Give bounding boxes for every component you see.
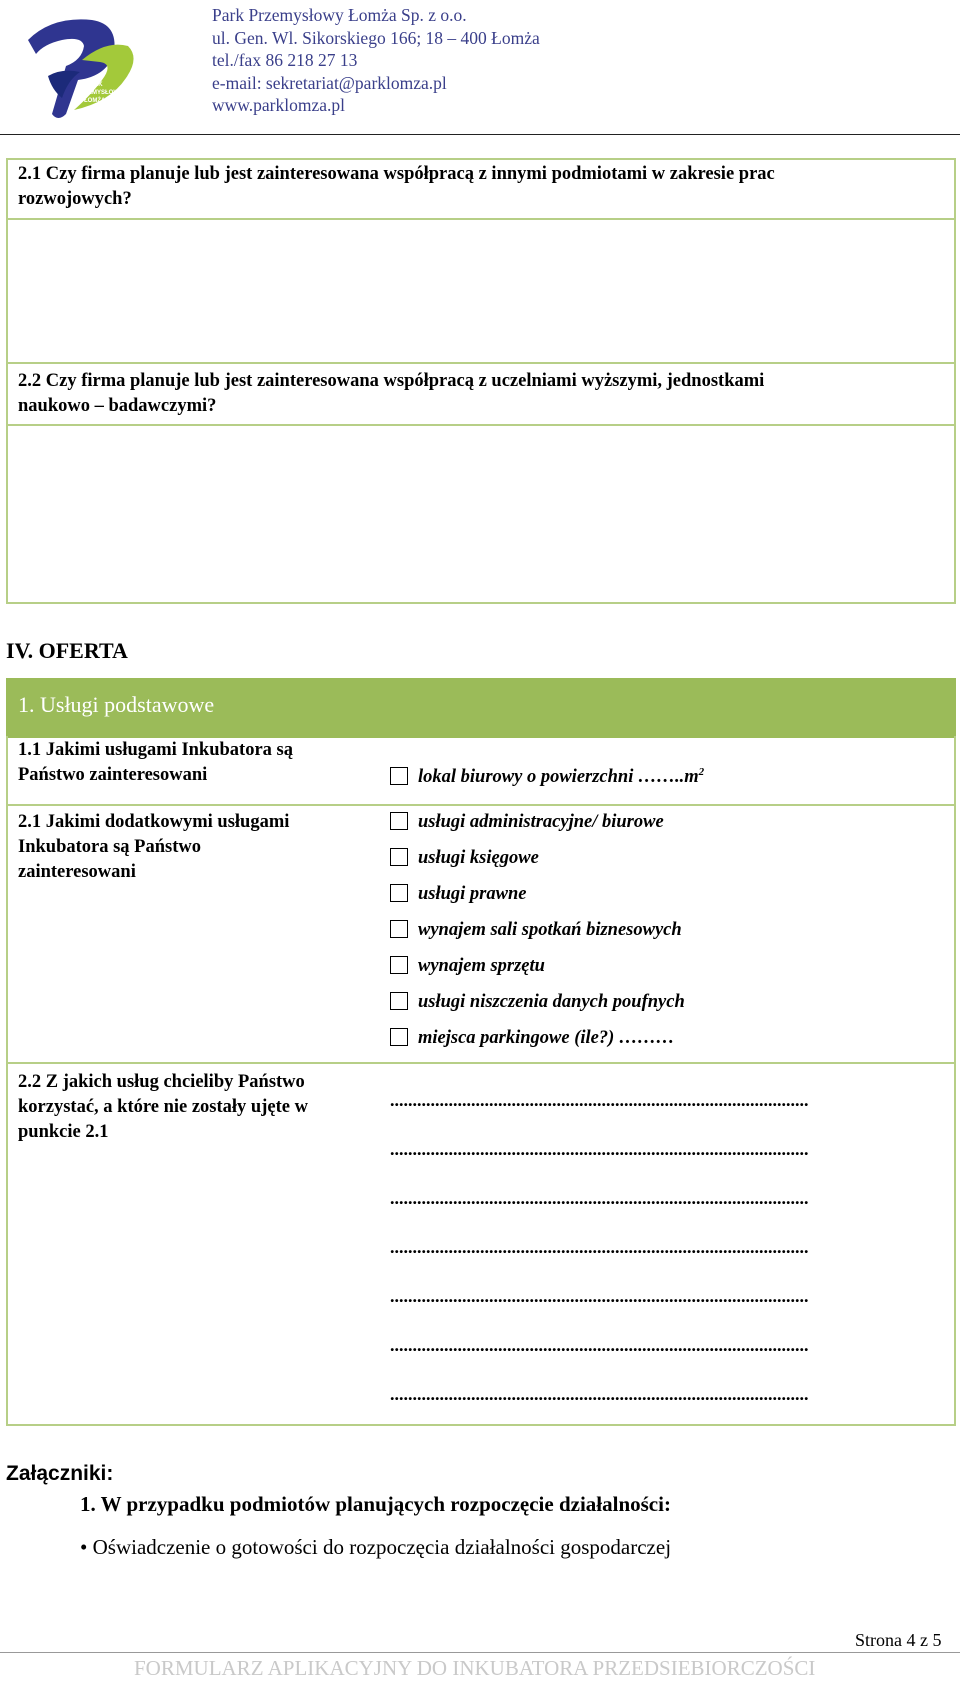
checkbox-meeting-room[interactable] [390,920,408,938]
checkbox-legal[interactable] [390,884,408,902]
question-1-1-text-cont: Państwo zainteresowani [18,765,208,785]
dotted-line[interactable]: ............................................................................................. [390,1090,809,1110]
dotted-line[interactable]: ............................................................................................. [390,1188,809,1208]
company-info [212,4,540,117]
page-number: Strona 4 z 5 [855,1630,942,1650]
dotted-line[interactable]: ............................................................................................. [390,1286,809,1306]
option-equipment-label: wynajem sprzętu [418,956,545,976]
dotted-line[interactable]: ............................................................................................. [390,1335,809,1355]
option-admin[interactable] [390,812,664,842]
option-accounting-label: usługi księgowe [418,848,539,868]
logo-text-1: PARK [86,82,103,88]
checkbox-accounting[interactable] [390,848,408,866]
additional-services-box [6,804,956,1426]
checkbox-equipment[interactable] [390,956,408,974]
option-office-space[interactable] [390,766,704,796]
checkbox-shredding[interactable] [390,992,408,1010]
attachments-title: Załączniki: [6,1462,114,1485]
footer-divider [0,1652,960,1653]
question-1-1-text: 1.1 Jakimi usługami Inkubatora są [18,740,293,760]
question-2-1b-text: 2.1 Jakimi dodatkowymi usługami [18,812,290,832]
checkbox-office-space[interactable] [390,767,408,785]
question-2-2-box [6,362,956,426]
company-address: ul. Gen. Wl. Sikorskiego 166; 18 – 400 Łomża [212,27,540,48]
option-parking-label: miejsca parkingowe (ile?) ……… [418,1028,675,1048]
answer-2-2-area[interactable] [6,424,956,604]
basic-services-bar [6,678,956,738]
company-name: Park Przemysłowy Łomża Sp. z o.o. [212,5,467,25]
question-2-2b-text-cont: korzystać, a które nie zostały ujęte w [18,1097,308,1117]
row-divider [8,1062,954,1064]
row-1-1 [6,736,956,806]
question-2-1-text: 2.1 Czy firma planuje lub jest zainteresowana współpracą z innymi podmiotami w zakresie prac [18,164,775,184]
option-office-space-sup: 2 [698,766,705,778]
question-2-1-box [6,158,956,220]
dotted-line[interactable]: ............................................................................................. [390,1384,809,1404]
section-title: IV. OFERTA [6,638,128,663]
attachment-bullet-1: • Oświadczenie o gotowości do rozpoczęcia działalności gospodarczej [80,1535,672,1559]
question-2-2-text: 2.2 Czy firma planuje lub jest zainteresowana współpracą z uczelniami wyższymi, jednostkami [18,371,765,391]
header-divider [0,134,960,135]
option-parking[interactable] [390,1028,674,1058]
basic-services-title: 1. Usługi podstawowe [18,692,215,717]
park-logo [22,10,140,124]
option-legal[interactable] [390,884,526,914]
answer-2-1-area[interactable] [6,218,956,364]
option-meeting-room-label: wynajem sali spotkań biznesowych [418,920,682,940]
question-2-1b-text-cont: Inkubatora są Państwo [18,837,201,857]
option-accounting[interactable] [390,848,539,878]
question-2-1b-text-cont2: zainteresowani [18,862,136,882]
logo-text-2: PRZEMYSŁOWY [76,90,124,96]
checkbox-parking[interactable] [390,1028,408,1046]
logo-text-3: ŁOMŻA [84,98,106,104]
question-2-1-text-cont: rozwojowych? [18,189,132,209]
option-legal-label: usługi prawne [418,884,527,904]
option-equipment[interactable] [390,956,545,986]
question-2-2b-text: 2.2 Z jakich usług chcieliby Państwo [18,1072,305,1092]
company-phone: tel./fax 86 218 27 13 [212,50,358,71]
form-name-footer: FORMULARZ APLIKACYJNY DO INKUBATORA PRZEDSIEBIORCZOŚCI [134,1656,816,1680]
question-2-2-text-cont: naukowo – badawczymi? [18,396,217,416]
option-shredding[interactable] [390,992,685,1022]
option-meeting-room[interactable] [390,920,682,950]
checkbox-admin[interactable] [390,812,408,830]
dotted-line[interactable]: ............................................................................................. [390,1237,809,1257]
company-email: e-mail: sekretariat@parklomza.pl [212,72,447,93]
option-office-space-label: lokal biurowy o powierzchni ……..m [418,767,699,788]
dotted-line[interactable]: ............................................................................................. [390,1139,809,1159]
company-website: www.parklomza.pl [212,95,345,116]
option-shredding-label: usługi niszczenia danych poufnych [418,992,685,1012]
question-2-2b-text-cont2: punkcie 2.1 [18,1122,109,1142]
option-admin-label: usługi administracyjne/ biurowe [418,812,664,832]
attachment-item-1: 1. W przypadku podmiotów planujących rozpoczęcie działalności: [80,1492,671,1516]
